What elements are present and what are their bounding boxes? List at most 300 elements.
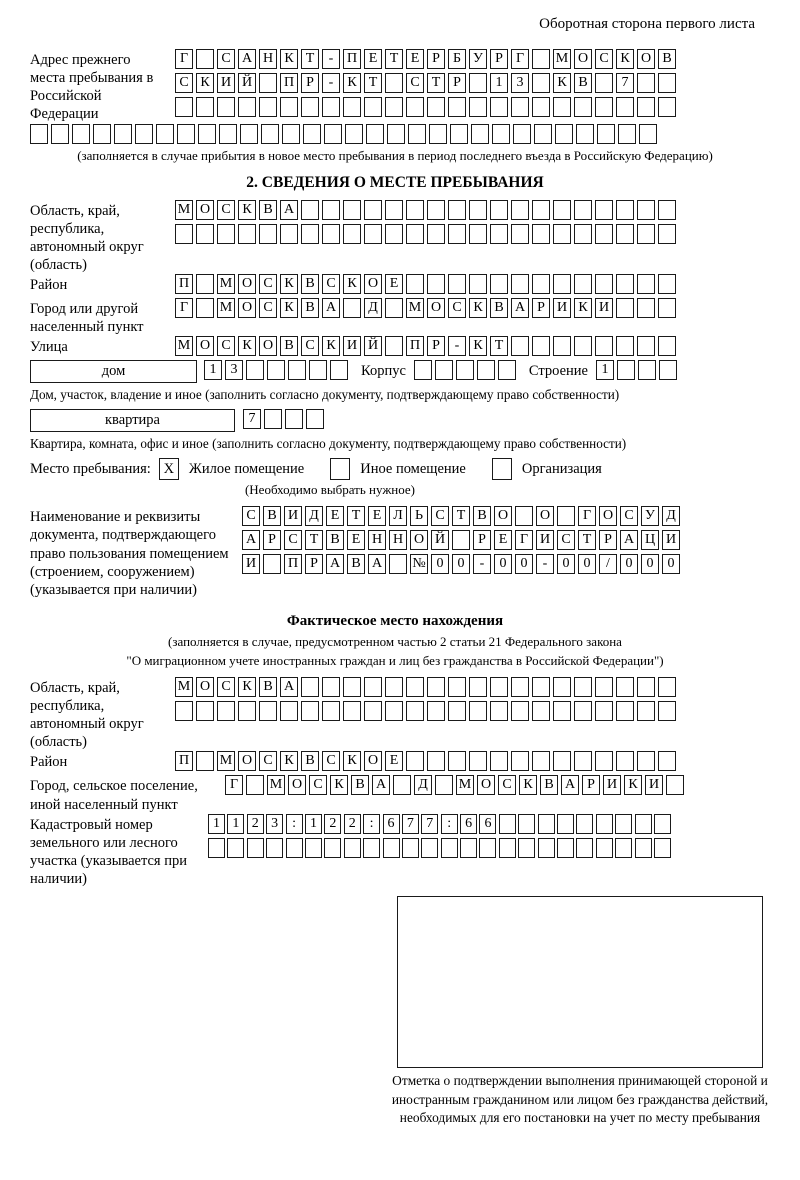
char-cell: М [217, 751, 235, 771]
char-cell: В [301, 298, 319, 318]
char-cell: К [574, 298, 592, 318]
char-cell [477, 360, 495, 380]
stroenie-label: Строение [528, 363, 588, 380]
cadastral-row-2 [208, 838, 673, 858]
char-cell: С [217, 49, 235, 69]
char-cell: Д [662, 506, 680, 526]
char-cell: С [259, 274, 277, 294]
char-cell: С [259, 751, 277, 771]
char-cell [532, 677, 550, 697]
char-cell [259, 224, 277, 244]
section2-title: 2. СВЕДЕНИЯ О МЕСТЕ ПРЕБЫВАНИЯ [246, 173, 544, 191]
char-cell: А [280, 200, 298, 220]
char-cell: Е [347, 530, 365, 550]
char-cell: 0 [452, 554, 470, 574]
char-cell [301, 224, 319, 244]
char-cell: К [469, 336, 487, 356]
char-cell: А [372, 775, 390, 795]
char-cell: Е [326, 506, 344, 526]
char-cell [387, 124, 405, 144]
char-cell: И [217, 73, 235, 93]
char-cell: Р [427, 49, 445, 69]
char-cell [414, 360, 432, 380]
char-cell [208, 838, 225, 858]
char-cell [518, 838, 535, 858]
char-cell [364, 200, 382, 220]
char-cell [427, 97, 445, 117]
char-cell: Л [389, 506, 407, 526]
char-cell: Е [364, 49, 382, 69]
char-cell: № [410, 554, 428, 574]
char-cell: О [238, 298, 256, 318]
char-cell [264, 409, 282, 429]
char-cell: Б [448, 49, 466, 69]
char-cell [490, 224, 508, 244]
city-block [30, 298, 760, 336]
char-cell [637, 701, 655, 721]
char-cell [574, 224, 592, 244]
char-cell: О [477, 775, 495, 795]
char-cell [576, 124, 594, 144]
char-cell [553, 751, 571, 771]
char-cell: 6 [479, 814, 496, 834]
char-cell [266, 838, 283, 858]
char-cell [511, 677, 529, 697]
char-cell [658, 224, 676, 244]
char-cell [557, 838, 574, 858]
char-cell [492, 124, 510, 144]
char-cell [452, 530, 470, 550]
char-cell: С [406, 73, 424, 93]
house-caption: Дом, участок, владение и иное (заполнить согласно документу, подтверждающему право собственности) [30, 387, 620, 403]
char-cell [511, 200, 529, 220]
char-cell: - [448, 336, 466, 356]
char-cell: К [343, 751, 361, 771]
char-cell [532, 224, 550, 244]
char-cell [553, 97, 571, 117]
char-cell [460, 838, 477, 858]
cadastral-label: Кадастровый номер земельного или лесного участка (указывается при наличии) [30, 816, 187, 887]
char-cell [385, 298, 403, 318]
char-cell [282, 124, 300, 144]
char-cell [217, 97, 235, 117]
char-cell: К [280, 751, 298, 771]
char-cell: Й [238, 73, 256, 93]
prev-address-row-4 [30, 124, 760, 144]
char-cell: О [288, 775, 306, 795]
char-cell [175, 701, 193, 721]
char-cell: Р [263, 530, 281, 550]
char-cell: 2 [247, 814, 264, 834]
char-cell: К [343, 274, 361, 294]
char-cell: В [473, 506, 491, 526]
char-cell [659, 360, 677, 380]
char-cell [553, 701, 571, 721]
char-cell [456, 360, 474, 380]
char-cell: В [658, 49, 676, 69]
char-cell: О [259, 336, 277, 356]
char-cell [301, 97, 319, 117]
char-cell [427, 200, 445, 220]
char-cell [343, 298, 361, 318]
apartment-row [30, 409, 760, 432]
char-cell: Г [175, 49, 193, 69]
char-cell: У [469, 49, 487, 69]
char-cell: Н [259, 49, 277, 69]
char-cell [616, 336, 634, 356]
region-row-2 [175, 224, 679, 244]
option-organization-label: Организация [521, 460, 602, 477]
char-cell [479, 838, 496, 858]
char-cell: - [473, 554, 491, 574]
char-cell [574, 677, 592, 697]
char-cell [595, 274, 613, 294]
char-cell [238, 224, 256, 244]
char-cell [198, 124, 216, 144]
checkbox-other-premises [330, 458, 350, 480]
char-cell [469, 274, 487, 294]
char-cell [553, 274, 571, 294]
char-cell: В [301, 751, 319, 771]
char-cell [595, 73, 613, 93]
char-cell: - [536, 554, 554, 574]
char-cell: К [280, 274, 298, 294]
char-cell: Е [385, 751, 403, 771]
char-cell: : [441, 814, 458, 834]
document-row-1 [242, 506, 683, 526]
char-cell: С [217, 200, 235, 220]
char-cell [515, 506, 533, 526]
actual-district-row [175, 751, 679, 771]
char-cell: И [553, 298, 571, 318]
char-cell [658, 336, 676, 356]
char-cell: 0 [431, 554, 449, 574]
char-cell [518, 814, 535, 834]
char-cell: С [175, 73, 193, 93]
char-cell [363, 838, 380, 858]
char-cell [576, 838, 593, 858]
document-block [30, 506, 760, 599]
char-cell [406, 200, 424, 220]
char-cell [469, 200, 487, 220]
char-cell: М [175, 677, 193, 697]
street-label: Улица [30, 339, 68, 356]
char-cell [364, 97, 382, 117]
char-cell: 3 [511, 73, 529, 93]
char-cell [406, 97, 424, 117]
actual-region-block [30, 677, 760, 752]
char-cell [574, 701, 592, 721]
char-cell: С [309, 775, 327, 795]
char-cell [309, 360, 327, 380]
char-cell: С [242, 506, 260, 526]
option-residential-label: Жилое помещение [188, 460, 305, 477]
checkbox-organization [492, 458, 512, 480]
char-cell: В [540, 775, 558, 795]
char-cell [427, 751, 445, 771]
actual-location-note-2: "О миграционном учете иностранных граждан и лиц без гражданства в Российской Федерации") [126, 652, 664, 668]
char-cell [658, 677, 676, 697]
char-cell [402, 838, 419, 858]
char-cell: Р [599, 530, 617, 550]
char-cell: А [561, 775, 579, 795]
char-cell: С [322, 751, 340, 771]
char-cell: : [363, 814, 380, 834]
char-cell: 0 [515, 554, 533, 574]
char-cell: К [469, 298, 487, 318]
char-cell: К [624, 775, 642, 795]
char-cell [322, 97, 340, 117]
char-cell [469, 97, 487, 117]
char-cell: А [238, 49, 256, 69]
char-cell: В [301, 274, 319, 294]
char-cell [175, 97, 193, 117]
char-cell [280, 97, 298, 117]
char-cell [616, 224, 634, 244]
char-cell [306, 409, 324, 429]
char-cell [574, 97, 592, 117]
char-cell: 1 [490, 73, 508, 93]
apartment-caption: Квартира, комната, офис и иное (заполнить согласно документу, подтверждающему право собственности) [30, 436, 627, 452]
char-cell [385, 677, 403, 697]
char-cell: 0 [620, 554, 638, 574]
char-cell: В [490, 298, 508, 318]
char-cell [637, 224, 655, 244]
char-cell: К [322, 336, 340, 356]
actual-city-row [225, 775, 687, 795]
char-cell: М [267, 775, 285, 795]
char-cell: Г [578, 506, 596, 526]
stay-type-label: Место пребывания: [30, 460, 151, 477]
char-cell [450, 124, 468, 144]
char-cell: М [175, 336, 193, 356]
char-cell [532, 336, 550, 356]
char-cell [196, 49, 214, 69]
char-cell [406, 751, 424, 771]
char-cell: 2 [324, 814, 341, 834]
char-cell [654, 814, 671, 834]
cadastral-block [30, 814, 760, 889]
char-cell: С [557, 530, 575, 550]
char-cell: Г [175, 298, 193, 318]
char-cell [196, 274, 214, 294]
char-cell [553, 677, 571, 697]
char-cell [637, 336, 655, 356]
char-cell: 0 [662, 554, 680, 574]
char-cell: - [322, 49, 340, 69]
char-cell [574, 336, 592, 356]
char-cell: В [263, 506, 281, 526]
char-cell [267, 360, 285, 380]
char-cell [364, 224, 382, 244]
char-cell [557, 506, 575, 526]
char-cell [303, 124, 321, 144]
char-cell: Р [427, 336, 445, 356]
region-rows [175, 200, 679, 248]
char-cell [364, 701, 382, 721]
street-row [175, 336, 679, 356]
char-cell [595, 336, 613, 356]
char-cell [532, 200, 550, 220]
char-cell: : [286, 814, 303, 834]
char-cell: К [196, 73, 214, 93]
page-header: Оборотная сторона первого листа [539, 16, 755, 32]
char-cell [330, 360, 348, 380]
prev-address-label: Адрес прежнего места пребывания в Российской Федерации [30, 52, 154, 123]
char-cell: А [326, 554, 344, 574]
char-cell [498, 360, 516, 380]
char-cell [616, 97, 634, 117]
char-cell: О [599, 506, 617, 526]
char-cell: Г [225, 775, 243, 795]
street-block [30, 336, 760, 360]
char-cell [615, 814, 632, 834]
char-cell [301, 701, 319, 721]
char-cell: О [196, 200, 214, 220]
char-cell [156, 124, 174, 144]
char-cell [135, 124, 153, 144]
char-cell [635, 838, 652, 858]
char-cell [448, 97, 466, 117]
char-cell [658, 73, 676, 93]
char-cell: Е [406, 49, 424, 69]
district-block [30, 274, 760, 298]
confirmation-mark-caption: Отметка о подтверждении выполнения принимающей стороной и иностранным гражданином или лицом без гражданства действий, необходимых для его постановки на учет по месту пребывания [391, 1073, 769, 1126]
char-cell: Т [385, 49, 403, 69]
char-cell [639, 124, 657, 144]
char-cell: Е [385, 274, 403, 294]
char-cell [532, 73, 550, 93]
char-cell [448, 751, 466, 771]
char-cell: В [574, 73, 592, 93]
char-cell [288, 360, 306, 380]
actual-region-row-1 [175, 677, 679, 697]
char-cell [343, 224, 361, 244]
char-cell: О [364, 274, 382, 294]
char-cell: О [410, 530, 428, 550]
char-cell [666, 775, 684, 795]
char-cell [513, 124, 531, 144]
char-cell [406, 677, 424, 697]
char-cell: Е [368, 506, 386, 526]
char-cell [175, 224, 193, 244]
char-cell [555, 124, 573, 144]
char-cell [389, 554, 407, 574]
char-cell [637, 274, 655, 294]
char-cell: О [427, 298, 445, 318]
char-cell: Р [532, 298, 550, 318]
char-cell [345, 124, 363, 144]
char-cell [658, 298, 676, 318]
char-cell: Т [305, 530, 323, 550]
char-cell: Р [490, 49, 508, 69]
char-cell: 0 [557, 554, 575, 574]
char-cell [635, 814, 652, 834]
char-cell: К [519, 775, 537, 795]
char-cell [597, 124, 615, 144]
char-cell: А [280, 677, 298, 697]
char-cell [246, 360, 264, 380]
char-cell: П [406, 336, 424, 356]
apartment-cells [243, 409, 327, 429]
char-cell [511, 224, 529, 244]
char-cell [196, 298, 214, 318]
char-cell [595, 751, 613, 771]
char-cell: Д [414, 775, 432, 795]
char-cell: С [431, 506, 449, 526]
char-cell [435, 775, 453, 795]
char-cell: М [553, 49, 571, 69]
char-cell: И [645, 775, 663, 795]
char-cell [406, 224, 424, 244]
confirmation-mark-area [391, 896, 769, 1128]
prev-address-row-3 [175, 97, 679, 117]
char-cell [637, 751, 655, 771]
char-cell: К [616, 49, 634, 69]
char-cell [532, 49, 550, 69]
char-cell: 1 [596, 360, 614, 380]
char-cell [343, 97, 361, 117]
char-cell [538, 838, 555, 858]
char-cell [618, 124, 636, 144]
char-cell [240, 124, 258, 144]
char-cell: С [498, 775, 516, 795]
char-cell [448, 701, 466, 721]
char-cell [490, 200, 508, 220]
char-cell: О [364, 751, 382, 771]
char-cell [595, 701, 613, 721]
char-cell [576, 814, 593, 834]
option-other-premises-label: Иное помещение [360, 460, 466, 477]
char-cell [469, 224, 487, 244]
char-cell: К [330, 775, 348, 795]
stay-type-row [30, 458, 760, 480]
char-cell: О [196, 336, 214, 356]
char-cell [637, 97, 655, 117]
char-cell [385, 73, 403, 93]
house-cells [204, 360, 351, 380]
char-cell [617, 360, 635, 380]
char-cell [616, 274, 634, 294]
char-cell: Й [364, 336, 382, 356]
char-cell [305, 838, 322, 858]
char-cell [259, 73, 277, 93]
char-cell: О [637, 49, 655, 69]
char-cell [615, 838, 632, 858]
house-box: дом [30, 360, 197, 383]
stay-type-note: (Необходимо выбрать нужное) [244, 482, 416, 498]
char-cell [427, 274, 445, 294]
char-cell: К [238, 200, 256, 220]
char-cell: Ц [641, 530, 659, 550]
actual-district-label: Район [30, 754, 68, 771]
char-cell [490, 97, 508, 117]
char-cell [532, 751, 550, 771]
actual-district-block [30, 751, 760, 775]
char-cell: 7 [421, 814, 438, 834]
char-cell: 0 [641, 554, 659, 574]
char-cell: М [217, 298, 235, 318]
char-cell [637, 677, 655, 697]
char-cell: О [238, 751, 256, 771]
char-cell: У [641, 506, 659, 526]
char-cell: / [599, 554, 617, 574]
char-cell [280, 224, 298, 244]
char-cell: К [238, 677, 256, 697]
house-row [30, 360, 760, 383]
char-cell [499, 838, 516, 858]
char-cell: 7 [243, 409, 261, 429]
